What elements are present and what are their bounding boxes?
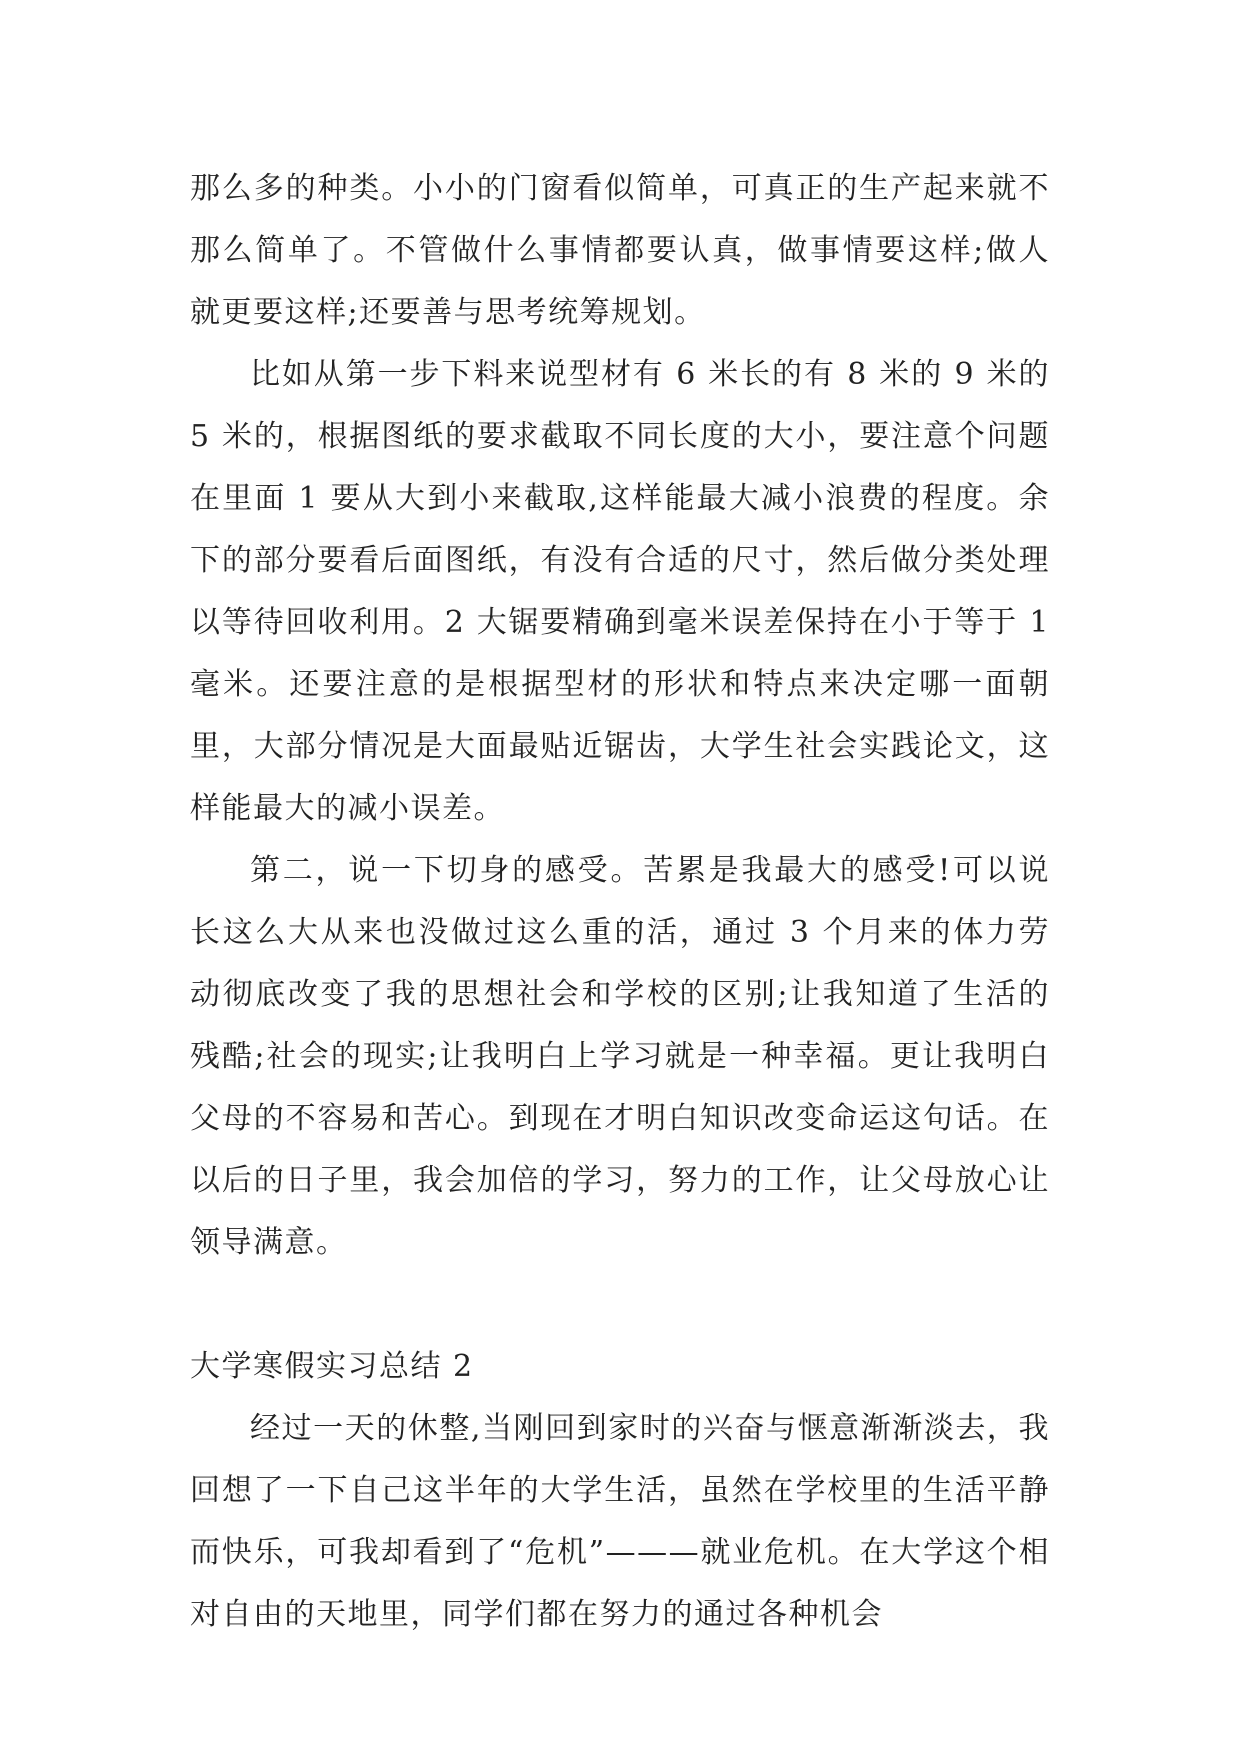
section-heading: 大学寒假实习总结 2 — [190, 1349, 474, 1384]
paragraph-summary-2-intro: 经过一天的休整,当刚回到家时的兴奋与惬意渐渐淡去，我回想了一下自己这半年的大学生活，虽然在学校里的生活平静而快乐，可我却看到了“危机”———就业危机。在大学这个相对自由的天地里，同学们都在努力的通过各种机会 — [190, 1411, 1050, 1632]
document-body — [190, 158, 1050, 1646]
paragraph-continuation: 那么多的种类。小小的门窗看似简单，可真正的生产起来就不那么简单了。不管做什么事情都要认真，做事情要这样;做人就更要这样;还要善与思考统筹规划。 — [190, 171, 1050, 330]
paragraph-material-cutting: 比如从第一步下料来说型材有 6 米长的有 8 米的 9 米的 5 米的，根据图纸的要求截取不同长度的大小，要注意个问题在里面 1 要从大到小来截取,这样能最大减小浪费的程度。余下的部分要看后面图纸，有没有合适的尺寸，然后做分类处理以等待回收利用。2 大锯要精确到毫米误差保持在小于等于 1 毫米。还要注意的是根据型材的形状和特点来决定哪一面朝里，大部分情况是大面最贴近锯齿，大学生社会实践论文，这样能最大的减小误差。 — [190, 357, 1050, 826]
paragraph-personal-feelings: 第二，说一下切身的感受。苦累是我最大的感受!可以说长这么大从来也没做过这么重的活，通过 3 个月来的体力劳动彻底改变了我的思想社会和学校的区别;让我知道了生活的残酷;社会的现实;让我明白上学习就是一种幸福。更让我明白父母的不容易和苦心。到现在才明白知识改变命运这句话。在以后的日子里，我会加倍的学习，努力的工作，让父母放心让领导满意。 — [190, 853, 1050, 1260]
